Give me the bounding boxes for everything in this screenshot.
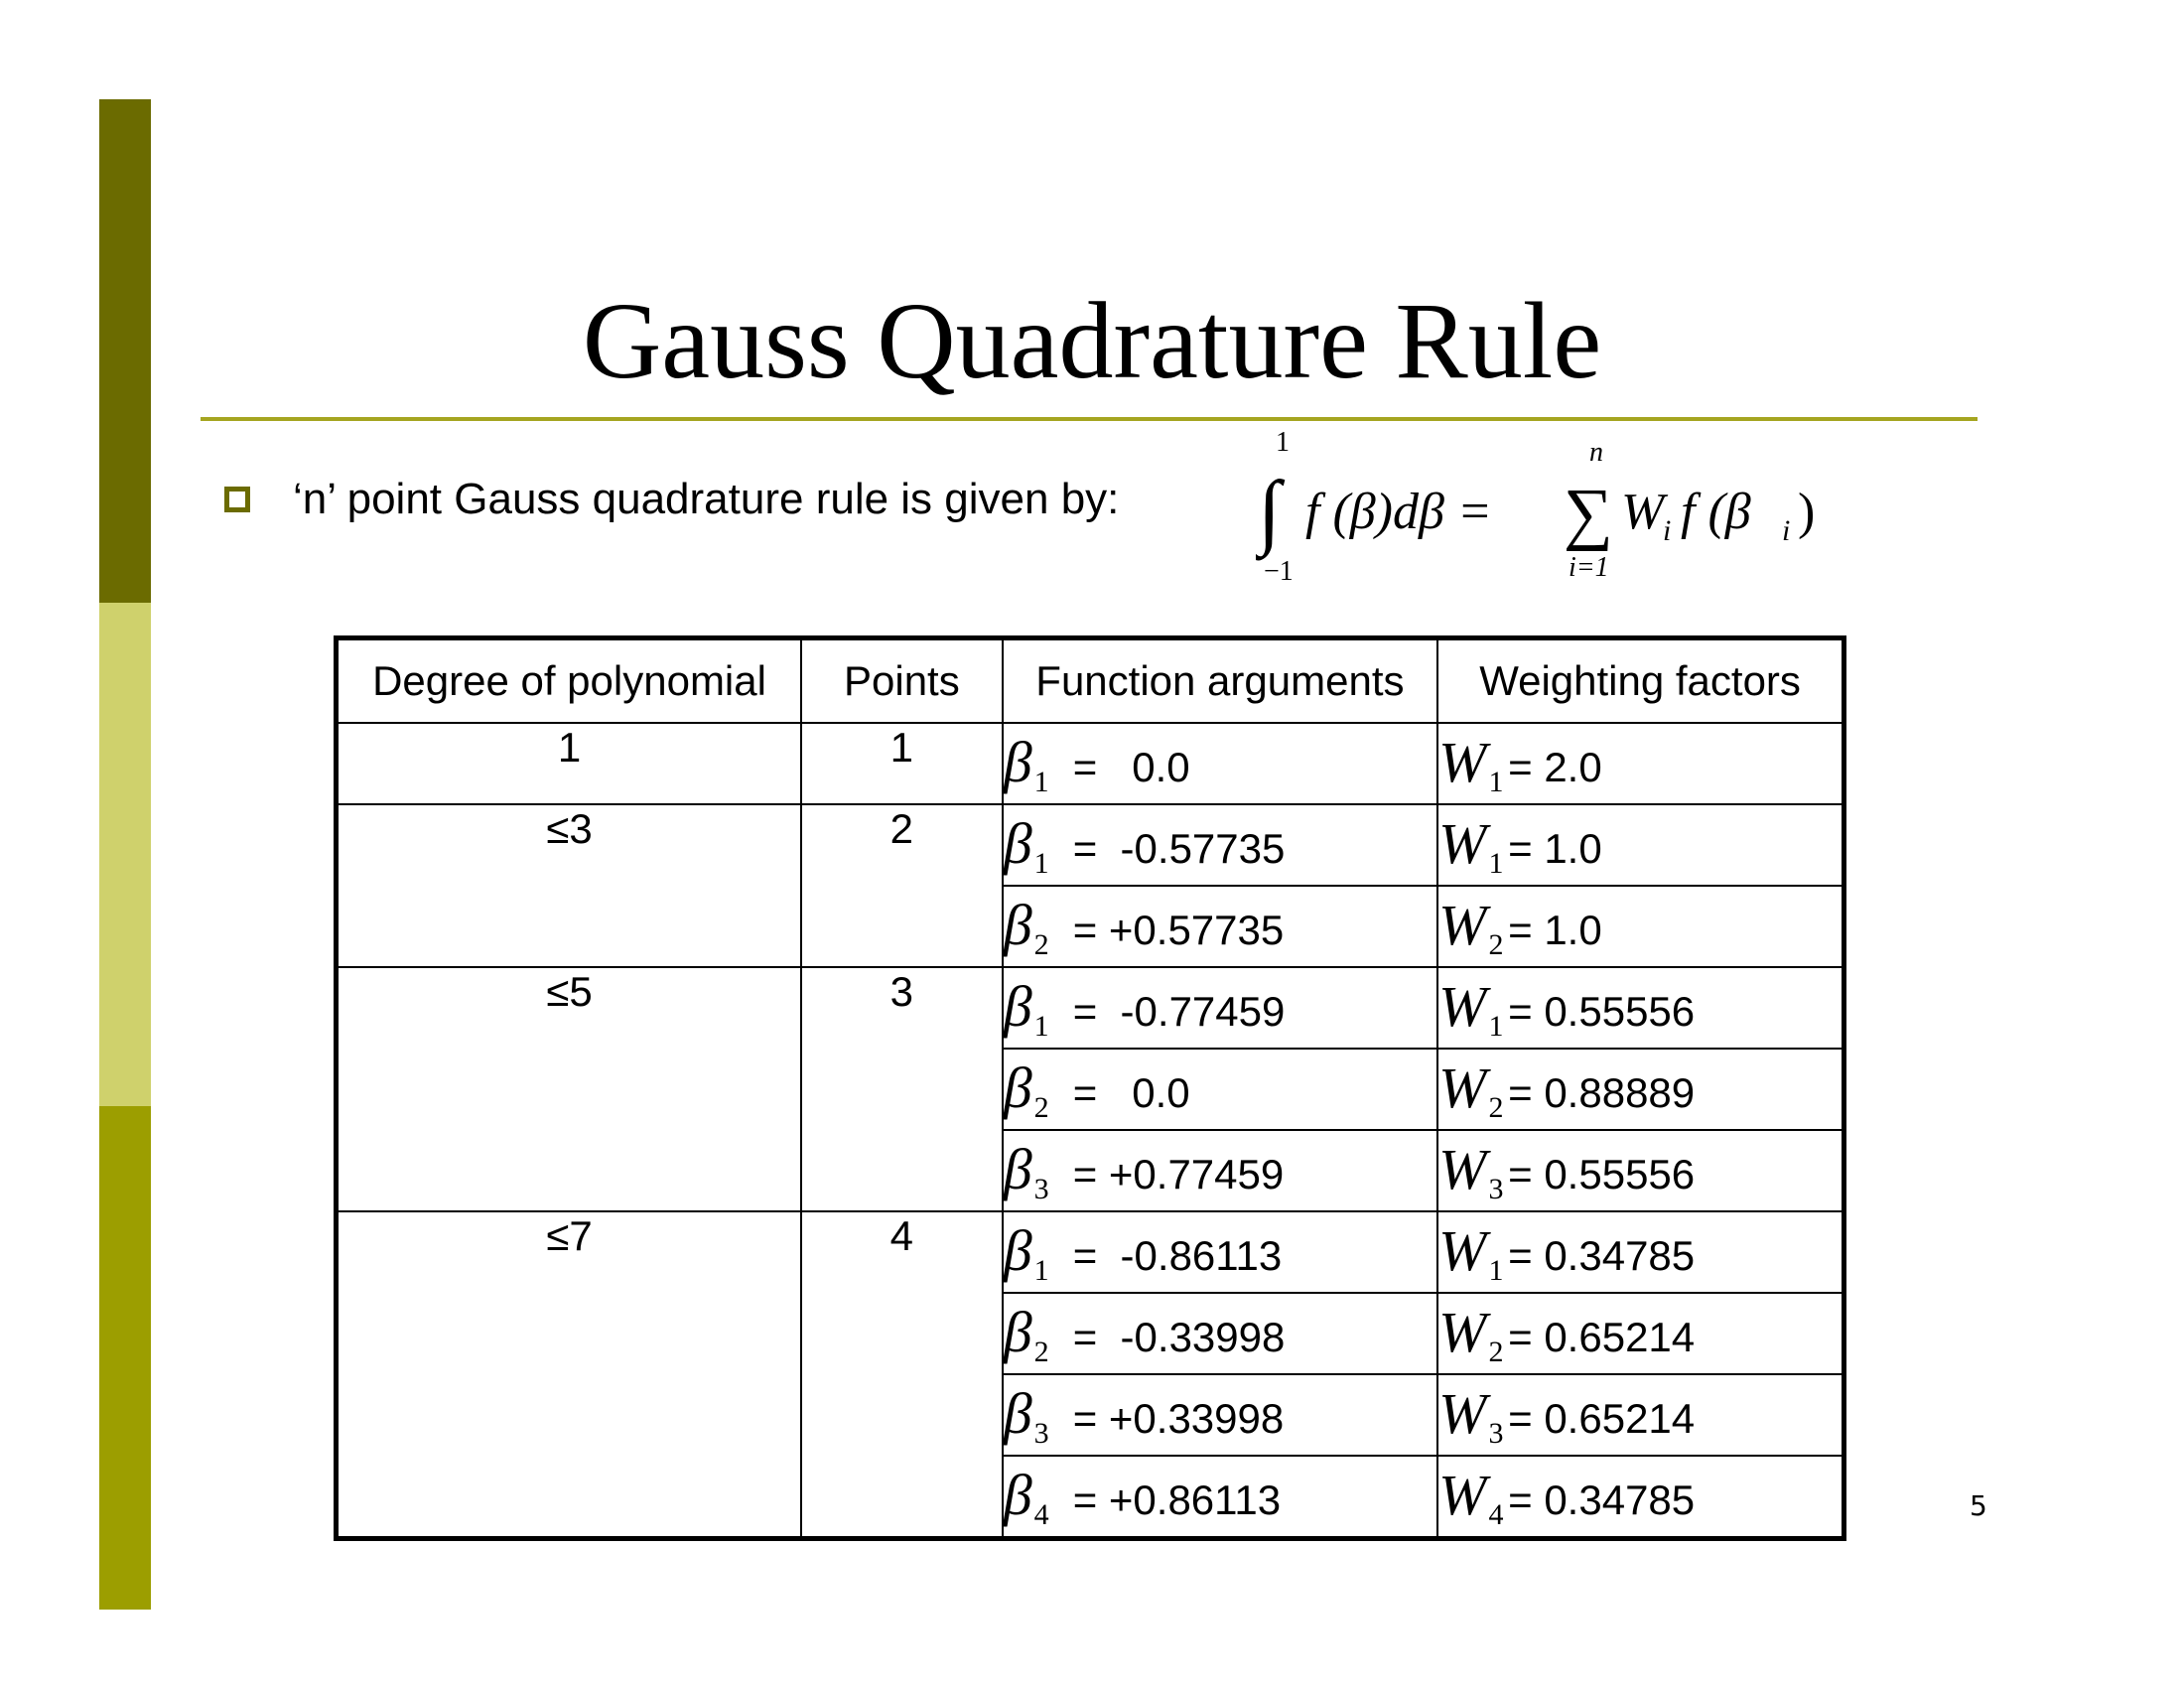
beta-symbol [1004, 892, 1073, 962]
sum-lower-limit: i=1 [1569, 552, 1609, 583]
beta-symbol [1004, 973, 1073, 1044]
page-number: 5 [1970, 1489, 1987, 1522]
argument-cell [1003, 967, 1437, 1049]
degree-cell: ≤5 [337, 967, 802, 1211]
weight-symbol [1438, 973, 1508, 1044]
header-arguments: Function arguments [1003, 638, 1437, 724]
formula-weight-subscript: i [1663, 514, 1672, 547]
weight-cell [1437, 886, 1843, 967]
slide-title: Gauss Quadrature Rule [582, 280, 1602, 401]
points-cell: 1 [801, 723, 1003, 804]
argument-value: = 0.0 [1072, 743, 1190, 790]
beta-symbol [1004, 1380, 1073, 1451]
weight-cell [1437, 1293, 1843, 1374]
weight-subscript: 1 [1488, 1009, 1504, 1043]
beta-symbol [1004, 1299, 1073, 1369]
weight-letter: W [1438, 1055, 1487, 1120]
weight-subscript: 1 [1488, 1253, 1504, 1287]
argument-value: = -0.77459 [1072, 987, 1286, 1035]
beta-letter: β [1003, 1380, 1032, 1446]
weight-value: = 1.0 [1508, 906, 1602, 953]
weight-cell [1437, 1130, 1843, 1211]
header-weights: Weighting factors [1437, 638, 1843, 724]
argument-cell [1003, 1374, 1437, 1456]
argument-value: = +0.86113 [1072, 1476, 1282, 1523]
argument-value: = 0.0 [1072, 1068, 1190, 1116]
table-body [337, 723, 1844, 1539]
square-bullet-icon [224, 487, 250, 512]
weight-letter: W [1438, 973, 1487, 1039]
weight-symbol [1438, 892, 1508, 962]
argument-cell [1003, 723, 1437, 804]
weight-subscript: 2 [1488, 1090, 1504, 1124]
sidebar-band-bottom [99, 1106, 151, 1610]
beta-symbol [1004, 810, 1073, 881]
weight-cell [1437, 1456, 1843, 1539]
table-row [337, 967, 1844, 1049]
weight-symbol [1438, 1055, 1508, 1125]
beta-subscript: 2 [1033, 1090, 1049, 1124]
formula-weight: W [1621, 484, 1665, 540]
beta-subscript: 3 [1033, 1416, 1049, 1450]
weight-subscript: 2 [1488, 1335, 1504, 1368]
beta-symbol [1004, 1217, 1073, 1288]
weight-value: = 0.34785 [1508, 1231, 1696, 1279]
table-row [337, 723, 1844, 804]
header-degree: Degree of polynomial [337, 638, 802, 724]
weight-cell [1437, 967, 1843, 1049]
sidebar-band-middle [99, 603, 151, 1106]
table-row [337, 1211, 1844, 1293]
weight-subscript: 2 [1488, 927, 1504, 961]
weight-value: = 1.0 [1508, 824, 1602, 872]
argument-value: = -0.33998 [1072, 1313, 1286, 1360]
integral-upper-limit: 1 [1276, 429, 1290, 458]
points-cell: 4 [801, 1211, 1003, 1539]
weight-subscript: 3 [1488, 1416, 1504, 1450]
weight-symbol [1438, 810, 1508, 881]
weight-cell [1437, 1374, 1843, 1456]
sum-sign: ∑ [1564, 476, 1613, 552]
degree-cell: ≤3 [337, 804, 802, 967]
weight-letter: W [1438, 1462, 1487, 1527]
beta-symbol [1004, 1462, 1073, 1532]
beta-letter: β [1003, 810, 1032, 876]
weight-value: = 0.88889 [1508, 1068, 1696, 1116]
weight-cell [1437, 723, 1843, 804]
points-cell: 2 [801, 804, 1003, 967]
weight-value: = 0.65214 [1508, 1394, 1696, 1442]
weight-symbol [1438, 1380, 1508, 1451]
argument-cell [1003, 1293, 1437, 1374]
weight-cell [1437, 1049, 1843, 1130]
weight-subscript: 1 [1488, 846, 1504, 880]
weight-letter: W [1438, 892, 1487, 957]
formula-function: f (β [1681, 484, 1751, 540]
beta-letter: β [1003, 1136, 1032, 1201]
weight-value: = 2.0 [1508, 743, 1602, 790]
weight-cell [1437, 1211, 1843, 1293]
argument-value: = -0.57735 [1072, 824, 1286, 872]
weight-subscript: 4 [1488, 1497, 1504, 1531]
weight-symbol [1438, 1299, 1508, 1369]
gauss-quadrature-table [334, 635, 1846, 1541]
weight-subscript: 1 [1488, 765, 1504, 798]
degree-cell: ≤7 [337, 1211, 802, 1539]
weight-letter: W [1438, 1136, 1487, 1201]
beta-symbol [1004, 729, 1073, 799]
weight-letter: W [1438, 729, 1487, 794]
title-divider [201, 417, 1978, 421]
integral-sign: ∫ [1258, 465, 1282, 557]
weight-symbol [1438, 1136, 1508, 1206]
weight-letter: W [1438, 1217, 1487, 1283]
beta-letter: β [1003, 1217, 1032, 1283]
beta-subscript: 4 [1033, 1497, 1049, 1531]
weight-value: = 0.65214 [1508, 1313, 1696, 1360]
integral-lower-limit: −1 [1264, 556, 1294, 587]
beta-subscript: 3 [1033, 1172, 1049, 1205]
table-header-row [337, 638, 1844, 724]
weight-value: = 0.55556 [1508, 1150, 1696, 1197]
argument-value: = +0.57735 [1072, 906, 1285, 953]
weight-symbol [1438, 1217, 1508, 1288]
beta-subscript: 1 [1033, 1009, 1049, 1043]
beta-symbol [1004, 1055, 1073, 1125]
formula-beta-subscript: i [1782, 514, 1791, 547]
beta-letter: β [1003, 729, 1032, 794]
beta-letter: β [1003, 973, 1032, 1039]
weight-subscript: 3 [1488, 1172, 1504, 1205]
weight-cell [1437, 804, 1843, 886]
weight-symbol [1438, 729, 1508, 799]
beta-letter: β [1003, 1299, 1032, 1364]
bullet-text: ‘n’ point Gauss quadrature rule is given by: [293, 475, 1120, 523]
weight-value: = 0.34785 [1508, 1476, 1696, 1523]
argument-value: = -0.86113 [1072, 1231, 1283, 1279]
beta-subscript: 1 [1033, 846, 1049, 880]
sum-upper-limit: n [1589, 437, 1603, 468]
beta-subscript: 2 [1033, 927, 1049, 961]
header-points: Points [801, 638, 1003, 724]
weight-letter: W [1438, 1380, 1487, 1446]
beta-letter: β [1003, 1055, 1032, 1120]
beta-subscript: 2 [1033, 1335, 1049, 1368]
quadrature-formula [1256, 429, 1832, 598]
beta-subscript: 1 [1033, 1253, 1049, 1287]
beta-letter: β [1003, 892, 1032, 957]
argument-cell [1003, 804, 1437, 886]
beta-subscript: 1 [1033, 765, 1049, 798]
argument-cell [1003, 1130, 1437, 1211]
argument-value: = +0.33998 [1072, 1394, 1285, 1442]
table-row [337, 804, 1844, 886]
weight-value: = 0.55556 [1508, 987, 1696, 1035]
argument-value: = +0.77459 [1072, 1150, 1285, 1197]
weight-letter: W [1438, 1299, 1487, 1364]
argument-cell [1003, 1456, 1437, 1539]
argument-cell [1003, 886, 1437, 967]
beta-letter: β [1003, 1462, 1032, 1527]
beta-symbol [1004, 1136, 1073, 1206]
weight-symbol [1438, 1462, 1508, 1532]
weight-letter: W [1438, 810, 1487, 876]
degree-cell: 1 [337, 723, 802, 804]
argument-cell [1003, 1211, 1437, 1293]
argument-cell [1003, 1049, 1437, 1130]
points-cell: 3 [801, 967, 1003, 1211]
formula-close-paren: ) [1798, 484, 1816, 540]
formula-lhs: f (β)dβ = [1305, 484, 1492, 540]
